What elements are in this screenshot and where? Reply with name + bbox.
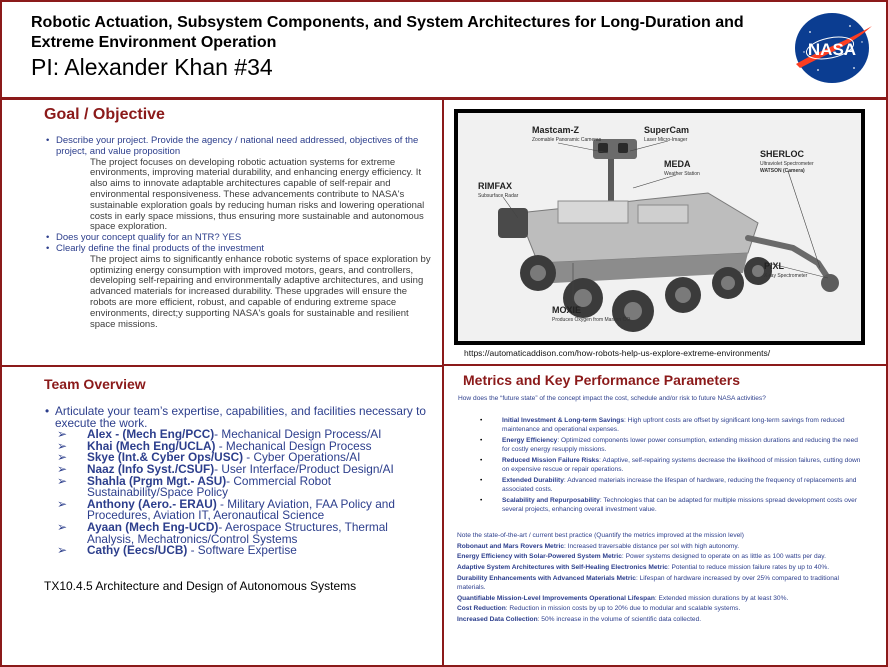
team-member-role: - Mechanical Design Process: [215, 438, 372, 453]
improvement-text: : 50% increase in the volume of scientific data collected.: [537, 616, 702, 624]
improvement-text: : Reduction in mission costs by up to 20% due to modular and scalable systems.: [505, 605, 741, 613]
team-member-name: Ayaan (Mech Eng-UCD): [87, 519, 219, 534]
team-member-role: - Aerospace Structures, Thermal Analysis, Mechatronics/Control Systems: [87, 519, 388, 546]
goal-bullet-3: • Clearly define the final products of the investment: [46, 244, 436, 255]
taxonomy-code: TX10.4.5 Architecture and Design of Autonomous Systems: [44, 579, 357, 593]
improvements-list: [457, 542, 862, 625]
arrow-bullet-icon: ➢: [57, 519, 67, 534]
improvement-title: Energy Efficiency with Solar-Powered System Metric: [457, 553, 622, 561]
improvement-title: Increased Data Collection: [457, 616, 538, 624]
goal-bullet-2: • Does your concept qualify for an NTR? YES: [46, 233, 436, 244]
sota-note: Note the state-of-the-art / current best practice (Quantify the metrics improved at the mission level): [457, 532, 744, 539]
arrow-bullet-icon: ➢: [57, 461, 67, 476]
right-section-divider: [444, 364, 886, 366]
team-member-role: - Commercial Robot Sustainability/Space Policy: [87, 473, 332, 500]
metric-item-text: : Technologies that can be adapted for multiple missions spread development costs over several projects, enhancing overall investment value.: [502, 497, 858, 513]
metrics-list: [480, 416, 865, 516]
metric-item-title: Energy Efficiency: [502, 437, 558, 444]
improvement-item: [457, 574, 862, 592]
improvement-text: : Potential to reduce mission failure rates by up to 40%.: [667, 564, 830, 572]
page-title: Robotic Actuation, Subsystem Components, and System Architectures for Long-Duration and Extreme Environment Operation: [31, 14, 744, 51]
metric-item-text: : Adaptive, self-repairing systems decrease the likelihood of mission failures, cutting down on expensive rescue or repair operations.: [502, 457, 861, 473]
improvement-title: Adaptive System Architectures with Self-Healing Electronics Metric: [457, 564, 668, 572]
metrics-question: How does the “future state” of the concept impact the cost, schedule and/or risk to future NASA activities?: [458, 395, 766, 402]
team-member-role: - User Interface/Product Design/AI: [214, 461, 394, 476]
supercam-sublabel: Laser Micro-Imager: [644, 137, 688, 143]
team-member-role: - Software Expertise: [187, 543, 297, 558]
goal-final-products: The project aims to significantly enhance robotic systems of space exploration by optimizing energy consumption with improved motors, gears, and controllers, developing self-repairing and environmentally adaptive architectures, and using advanced materials for increased durability. These upgrades will ensure the robots are more efficient, robust, and capable of enduring extreme space environments, direct;y supporting NASA's goals for sustainable and resilient space missions.: [90, 253, 431, 330]
metric-item: [480, 496, 865, 514]
team-members: [45, 429, 430, 557]
team-intro: • Articulate your team’s expertise, capabilities, and facilities necessary to execute the work.: [45, 406, 430, 429]
improvement-text: : Increased traversable distance per sol with high autonomy.: [563, 542, 740, 550]
pixl-sublabel: X-ray Spectrometer: [764, 273, 808, 279]
mastcam-label: Mastcam-Z: [532, 125, 580, 135]
vertical-divider: [442, 100, 444, 665]
header-divider: [2, 97, 886, 100]
moxie-sublabel: Produces Oxygen from Martian CO: [552, 317, 631, 323]
improvement-title: Robonaut and Mars Rovers Metric: [457, 542, 564, 550]
metric-item-text: : Optimized components lower power consumption, extending mission durations and reducing the need for costly energy resupply missions.: [502, 437, 858, 453]
goal-heading: Goal / Objective: [44, 106, 165, 123]
rover-image: [454, 109, 865, 345]
team-member-name: Cathy (Eecs/UCB): [87, 543, 188, 558]
watson-sublabel: WATSON (Camera): [760, 168, 805, 174]
moxie-label: MOXIE: [552, 305, 582, 315]
improvement-item: [457, 604, 862, 613]
team-member-role: - Mechanical Design Process/AI: [214, 427, 382, 442]
goal-description: The project focuses on developing robotic actuation systems for extreme environments, improving material durability, and enhancing energy efficiency. It also aims to innovate adaptable architectures capable of self-repair and environmental responsiveness. These advancements contribute to NASA's sustainable exploration goals by reducing human risks and lowering operational costs in early space missions, thus ensuring more sustainable and autonomous space exploration.: [90, 156, 425, 233]
metric-item-title: Scalability and Repurposability: [502, 497, 600, 504]
improvement-text: : Extended mission durations by at least 30%.: [654, 594, 789, 602]
improvement-item: [457, 615, 862, 624]
team-list: [45, 406, 430, 557]
team-member-name: Shahla (Prgm Mgt.- ASU): [87, 473, 227, 488]
team-member: [45, 473, 430, 500]
improvement-text: : Lifespan of hardware increased by over 25% compared to traditional materials.: [457, 574, 839, 592]
arrow-bullet-icon: ➢: [57, 496, 67, 511]
metric-item: [480, 416, 865, 434]
goal-bullet-1: • Describe your project. Provide the agency / national need addressed, objectives of the project, and value proposition: [46, 136, 436, 158]
rover-image-content: [458, 113, 861, 341]
team-member: [45, 496, 430, 523]
team-member: [45, 519, 430, 546]
metrics-heading: Metrics and Key Performance Parameters: [463, 372, 741, 388]
team-member-name: Khai (Mech Eng/UCLA): [87, 438, 216, 453]
arrow-bullet-icon: ➢: [57, 438, 67, 453]
metric-item-text: : High upfront costs are offset by significant long-term savings from reduced maintenance and operational expenses.: [502, 417, 845, 433]
sherloc-label: SHERLOC: [760, 149, 805, 159]
improvement-item: [457, 542, 862, 551]
metric-item: [480, 456, 865, 474]
arrow-bullet-icon: ➢: [57, 473, 67, 488]
nasa-logo: [790, 12, 875, 84]
arrow-bullet-icon: ➢: [57, 427, 67, 442]
team-member-name: Naaz (Info Syst./CSUF): [87, 461, 215, 476]
supercam-label: SuperCam: [644, 125, 690, 135]
pixl-label: PIXL: [764, 261, 785, 271]
rimfax-sublabel: Subsurface Radar: [478, 193, 519, 199]
meda-sublabel: Weather Station: [664, 171, 700, 177]
meda-label: MEDA: [664, 159, 691, 169]
improvement-title: Cost Reduction: [457, 605, 506, 613]
improvement-item: [457, 563, 862, 572]
arrow-bullet-icon: ➢: [57, 450, 67, 465]
pi-name: PI: Alexander Khan #34: [31, 54, 273, 80]
metric-item-text: : Advanced materials increase the lifespan of hardware, reducing the frequency of replacements and associated costs.: [502, 477, 857, 493]
metric-item-title: Initial Investment & Long-term Savings: [502, 417, 625, 424]
metric-item: [480, 476, 865, 494]
team-member-role: - Cyber Operations/AI: [243, 450, 361, 465]
sherloc-sublabel: Ultraviolet Spectrometer: [760, 161, 814, 167]
improvement-title: Durability Enhancements with Advanced Materials Metric: [457, 574, 636, 582]
image-source-link[interactable]: https://automaticaddison.com/how-robots-help-us-explore-extreme-environments/: [464, 348, 771, 358]
goal-body: [46, 136, 436, 330]
team-member-name: Skye (Int.& Cyber Ops/USC): [87, 450, 244, 465]
left-section-divider: [2, 365, 442, 367]
nasa-logo-text: NASA: [807, 40, 857, 59]
team-member-role: - Military Aviation, FAA Policy and Procedures, Aviation IT, Aeronautical Science: [87, 496, 395, 523]
rimfax-label: RIMFAX: [478, 181, 513, 191]
improvement-text: : Power systems designed to operate on as little as 100 watts per day.: [621, 553, 826, 561]
mastcam-sublabel: Zoomable Panoramic Cameras: [532, 137, 602, 143]
header: [2, 2, 886, 96]
team-member-name: Anthony (Aero.- ERAU): [87, 496, 217, 511]
arrow-bullet-icon: ➢: [57, 543, 67, 558]
improvement-item: [457, 594, 862, 603]
metric-item: [480, 436, 865, 454]
improvement-item: [457, 552, 862, 561]
improvement-title: Quantifiable Mission-Level Improvements Operational Lifespan: [457, 594, 655, 602]
metric-item-title: Reduced Mission Failure Risks: [502, 457, 600, 464]
team-member-name: Alex - (Mech Eng/PCC): [87, 427, 215, 442]
team-member: [45, 545, 430, 557]
improvements-block: [457, 531, 862, 626]
metric-item-title: Extended Durability: [502, 477, 564, 484]
team-heading: Team Overview: [44, 376, 146, 392]
